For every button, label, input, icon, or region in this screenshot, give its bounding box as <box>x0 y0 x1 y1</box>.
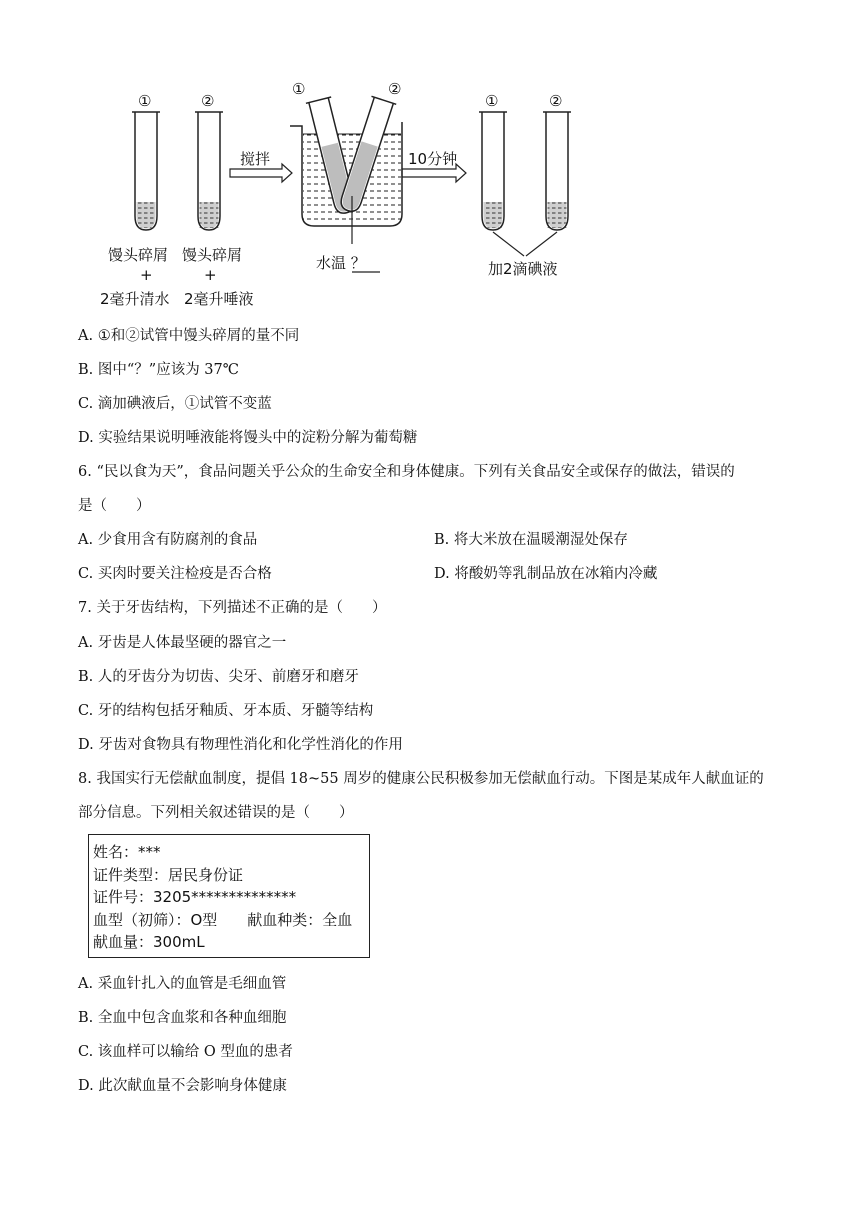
q5-option-c: C. 滴加碘液后，①试管不变蓝 <box>78 396 272 412</box>
q7-option-b: B. 人的牙齿分为切齿、尖牙、前磨牙和磨牙 <box>78 669 359 685</box>
q7-stem: 7. 关于牙齿结构，下列描述不正确的是（ ） <box>78 600 387 616</box>
q8-option-d: D. 此次献血量不会影响身体健康 <box>78 1078 287 1094</box>
q6-option-c: C. 买肉时要关注检疫是否合格 <box>78 566 272 582</box>
q7-option-c: C. 牙的结构包括牙釉质、牙本质、牙髓等结构 <box>78 703 374 719</box>
beaker-tube1-number: ① <box>292 80 306 98</box>
card-volume: 献血量：300mL <box>93 933 205 951</box>
tube1-label-2: + <box>140 266 153 284</box>
q6-option-a: A. 少食用含有防腐剂的食品 <box>78 532 258 548</box>
stir-label: 搅拌 <box>240 150 271 168</box>
iodine-label: 加2滴碘液 <box>488 260 558 278</box>
q6-option-d: D. 将酸奶等乳制品放在冰箱内冷藏 <box>434 566 658 582</box>
q5-option-a: A. ①和②试管中馒头碎屑的量不同 <box>78 328 300 344</box>
beaker-tube2-number: ② <box>388 80 402 98</box>
q6-stem-2: 是（ ） <box>78 498 151 514</box>
right-tube-2 <box>543 112 571 230</box>
q6-stem-1: 6. “民以食为天”，食品问题关乎公众的生命安全和身体健康。下列有关食品安全或保存的做法，错误的 <box>78 464 735 480</box>
tube2-number: ② <box>201 92 215 110</box>
tube1-label-1: 馒头碎屑 <box>108 246 169 264</box>
q8-option-a: A. 采血针扎入的血管是毛细血管 <box>78 976 287 992</box>
q7-option-d: D. 牙齿对食物具有物理性消化和化学性消化的作用 <box>78 737 403 753</box>
tube1-number: ① <box>138 92 152 110</box>
tube1-label-3: 2毫升清水 <box>100 290 170 308</box>
q8-stem-2: 部分信息。下列相关叙述错误的是（ ） <box>78 805 354 821</box>
q5-option-d: D. 实验结果说明唾液能将馒头中的淀粉分解为葡萄糖 <box>78 430 418 446</box>
card-name: 姓名：*** <box>93 843 161 861</box>
ten-minutes-label: 10分钟 <box>408 150 458 168</box>
result-tube1-number: ① <box>485 92 499 110</box>
tube2-label-3: 2毫升唾液 <box>184 290 254 308</box>
card-id-number: 证件号：3205************** <box>93 888 297 906</box>
q8-option-b: B. 全血中包含血浆和各种血细胞 <box>78 1010 287 1026</box>
tube2-label-2: + <box>204 266 217 284</box>
q8-option-c: C. 该血样可以输给 O 型血的患者 <box>78 1044 293 1060</box>
right-tube-1 <box>479 112 507 230</box>
card-blood-type: 血型（初筛）：O型 献血种类：全血 <box>93 910 353 929</box>
experiment-diagram <box>90 76 610 312</box>
beaker <box>290 96 402 272</box>
card-id-type: 证件类型：居民身份证 <box>93 865 244 884</box>
water-temp-label: 水温 ？ <box>316 254 366 272</box>
q7-option-a: A. 牙齿是人体最坚硬的器官之一 <box>78 635 287 651</box>
result-tube2-number: ② <box>549 92 563 110</box>
left-tube-1 <box>132 112 160 230</box>
q8-stem-1: 8. 我国实行无偿献血制度，提倡 18~55 周岁的健康公民积极参加无偿献血行动。下图是某成年人献血证的 <box>78 771 764 787</box>
q5-option-b: B. 图中“？”应该为 37℃ <box>78 362 239 378</box>
tube2-label-1: 馒头碎屑 <box>182 246 243 264</box>
left-tube-2 <box>195 112 223 230</box>
q6-option-b: B. 将大米放在温暖潮湿处保存 <box>434 532 628 548</box>
blood-donation-card <box>88 834 370 958</box>
